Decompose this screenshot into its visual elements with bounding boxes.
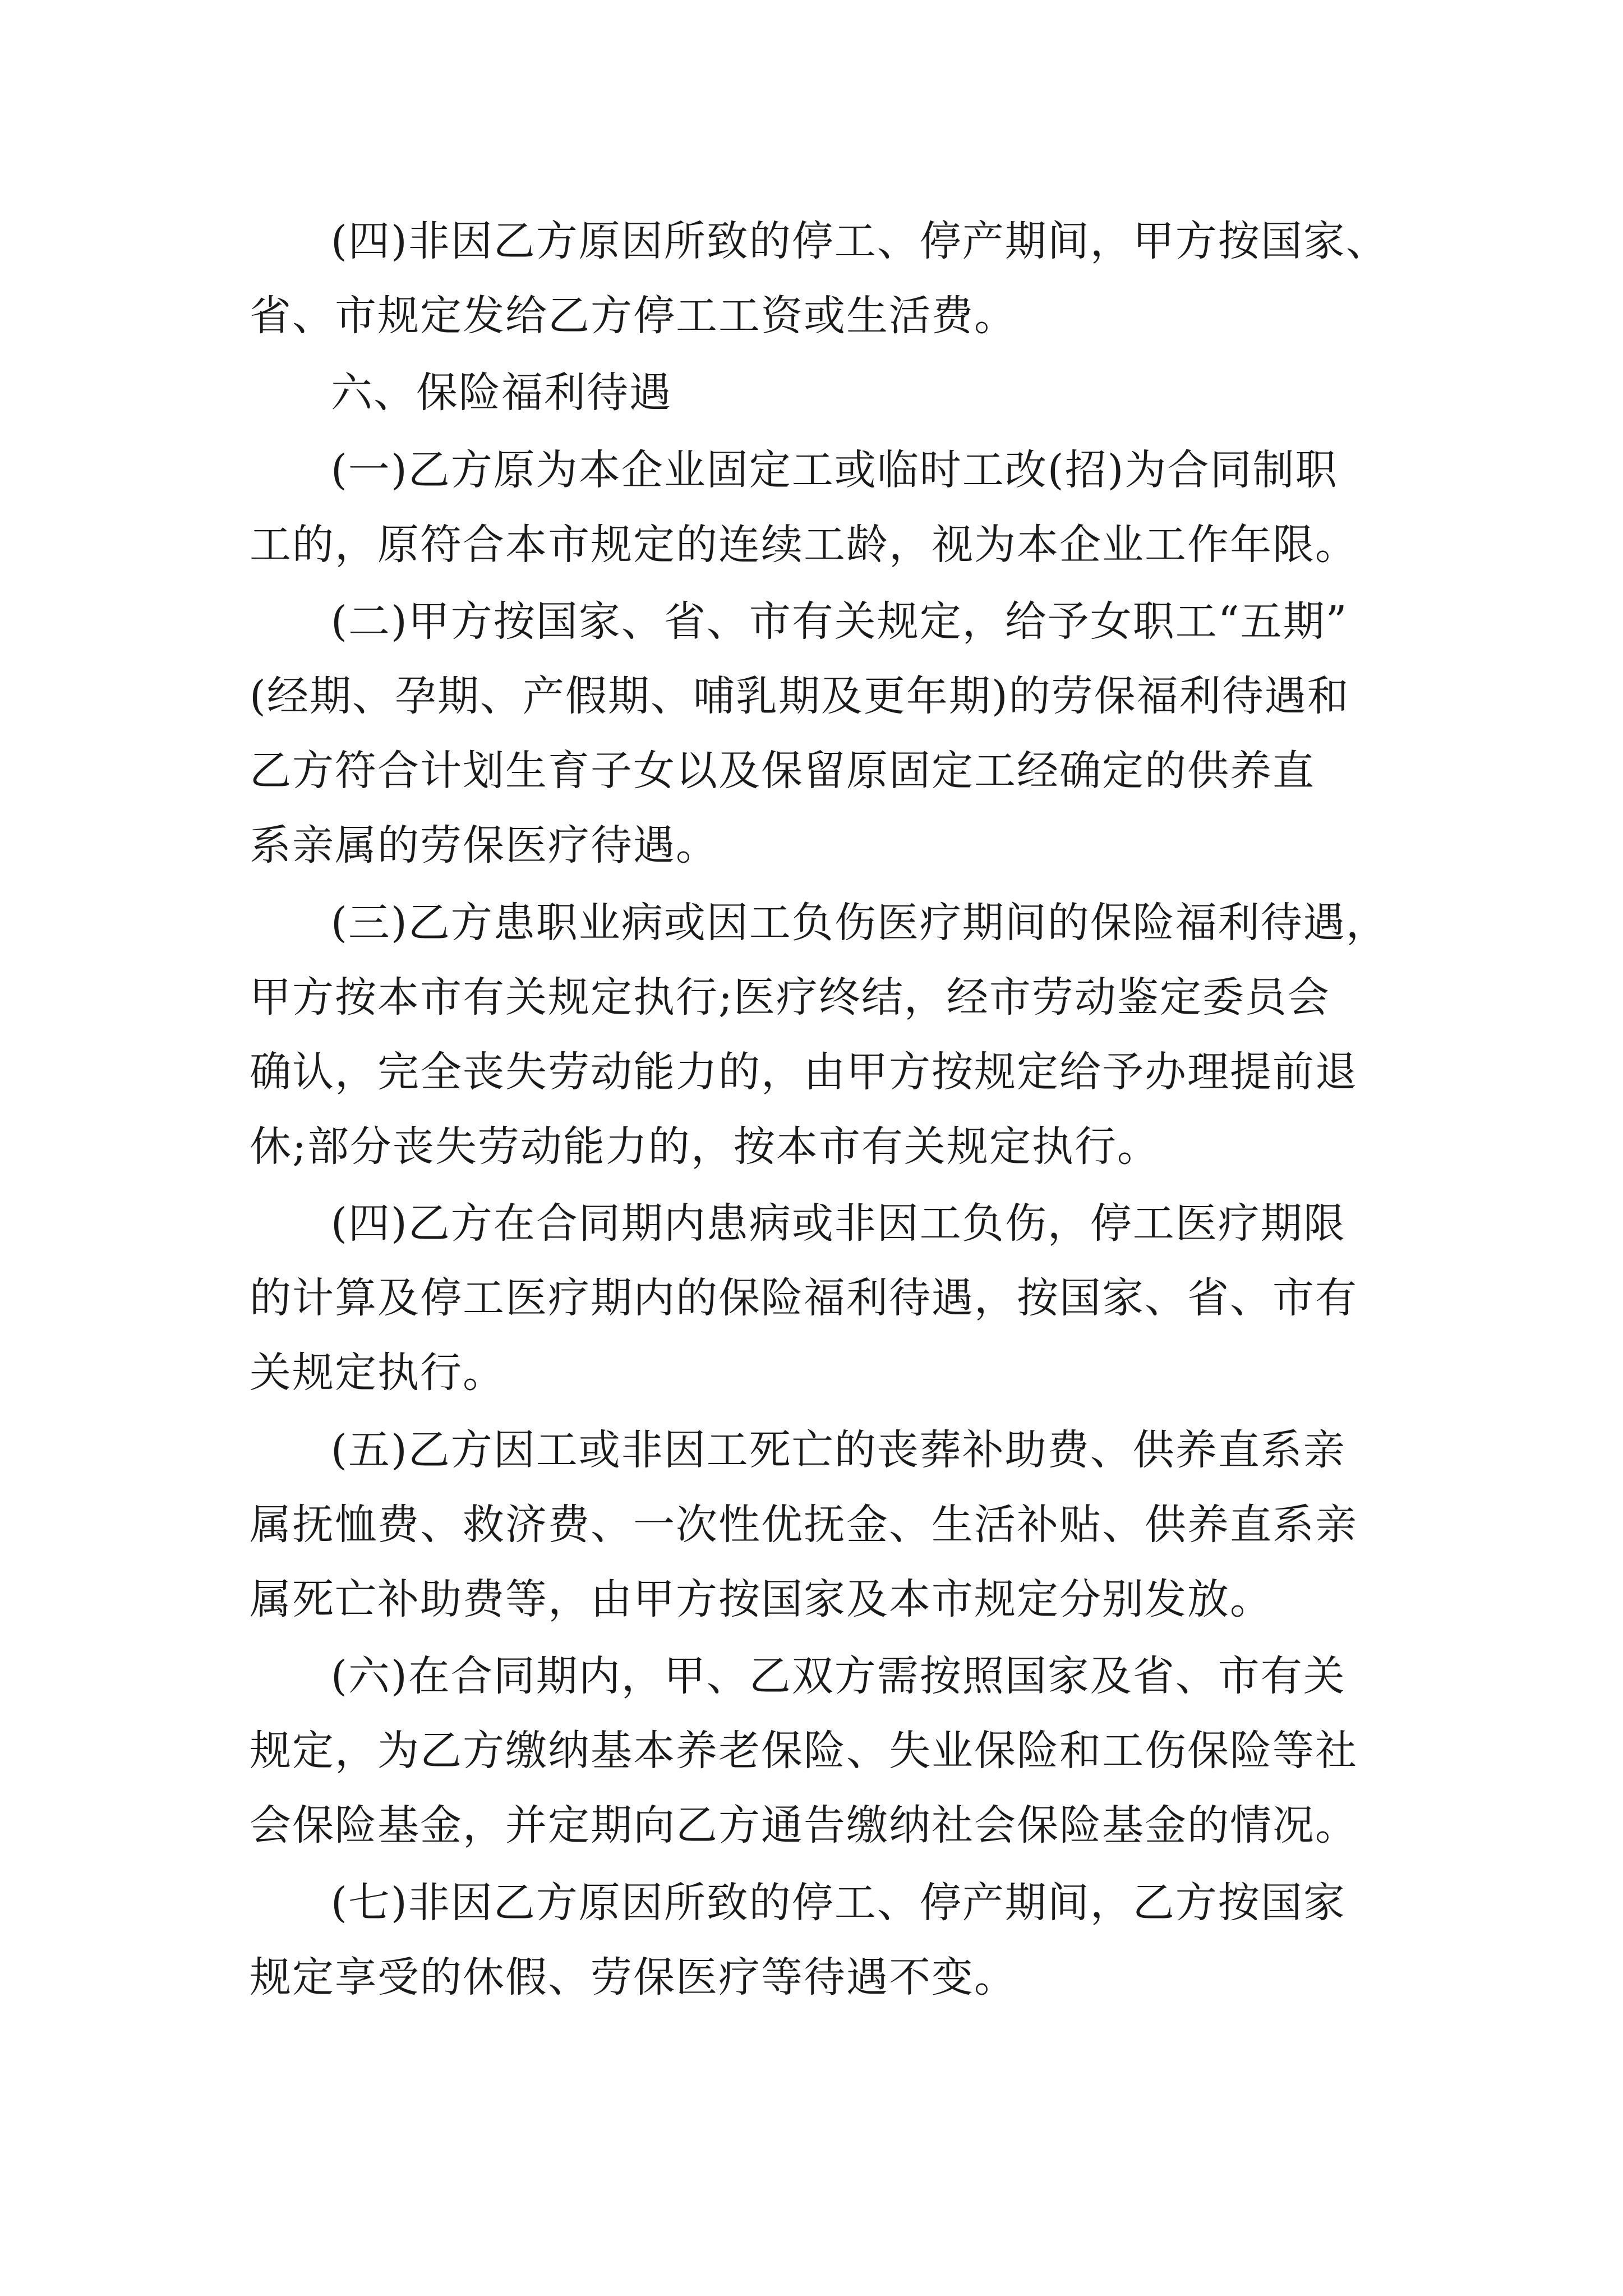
paragraph-line: (六)在合同期内，甲、乙双方需按照国家及省、市有关 xyxy=(331,1652,1346,1700)
paragraph-five-death-benefits xyxy=(250,1413,1399,1637)
paragraph-line: 的计算及停工医疗期内的保险福利待遇，按国家、省、市有 xyxy=(250,1274,1358,1322)
paragraph-line: 工的，原符合本市规定的连续工龄，视为本企业工作年限。 xyxy=(250,521,1358,569)
section-heading: 六、保险福利待遇 xyxy=(331,369,672,417)
paragraph-line: (二)甲方按国家、省、市有关规定，给予女职工“五期” xyxy=(331,597,1348,646)
section-heading-insurance-welfare xyxy=(250,356,1399,430)
paragraph-line: (五)乙方因工或非因工死亡的丧葬补助费、供养直系亲 xyxy=(331,1426,1346,1474)
paragraph-three-occupational-injury xyxy=(250,886,1399,1184)
paragraph-line: (七)非因乙方原因所致的停工、停产期间，乙方按国家 xyxy=(331,1879,1346,1927)
paragraph-line: 乙方符合计划生育子女以及保留原固定工经确定的供养直 xyxy=(250,747,1315,795)
paragraph-line: 确认，完全丧失劳动能力的，由甲方按规定给予办理提前退 xyxy=(250,1048,1358,1096)
paragraph-four-sick-leave xyxy=(250,1186,1399,1410)
paragraph-line: 规定享受的休假、劳保医疗等待遇不变。 xyxy=(250,1953,1017,2001)
paragraph-line: 省、市规定发给乙方停工工资或生活费。 xyxy=(250,292,1017,340)
paragraph-two-female-employee-benefits xyxy=(250,585,1399,883)
paragraph-line: 会保险基金，并定期向乙方通告缴纳社会保险基金的情况。 xyxy=(250,1801,1358,1849)
paragraph-line: (经期、孕期、产假期、哺乳期及更年期)的劳保福利待遇和 xyxy=(250,672,1350,720)
paragraph-line: 关规定执行。 xyxy=(250,1349,505,1397)
paragraph-four-work-stoppage-wages xyxy=(250,204,1399,353)
paragraph-line: (四)乙方在合同期内患病或非因工负伤，停工医疗期限 xyxy=(331,1199,1346,1248)
paragraph-line: (一)乙方原为本企业固定工或临时工改(招)为合同制职 xyxy=(331,446,1338,494)
paragraph-line: 休;部分丧失劳动能力的，按本市有关规定执行。 xyxy=(250,1122,1160,1171)
paragraph-one-service-years xyxy=(250,433,1399,582)
paragraph-line: 规定，为乙方缴纳基本养老保险、失业保险和工伤保险等社 xyxy=(250,1727,1358,1775)
paragraph-seven-leave-benefits-unchanged xyxy=(250,1866,1399,2015)
paragraph-line: (三)乙方患职业病或因工负伤医疗期间的保险福利待遇， xyxy=(331,899,1389,947)
paragraph-six-social-insurance xyxy=(250,1639,1399,1863)
paragraph-line: 甲方按本市有关规定执行;医疗终结，经市劳动鉴定委员会 xyxy=(250,973,1330,1022)
paragraph-line: 属死亡补助费等，由甲方按国家及本市规定分别发放。 xyxy=(250,1575,1272,1623)
paragraph-line: (四)非因乙方原因所致的停工、停产期间，甲方按国家、 xyxy=(331,217,1389,265)
paragraph-line: 系亲属的劳保医疗待遇。 xyxy=(250,821,718,869)
paragraph-line: 属抚恤费、救济费、一次性优抚金、生活补贴、供养直系亲 xyxy=(250,1501,1358,1549)
